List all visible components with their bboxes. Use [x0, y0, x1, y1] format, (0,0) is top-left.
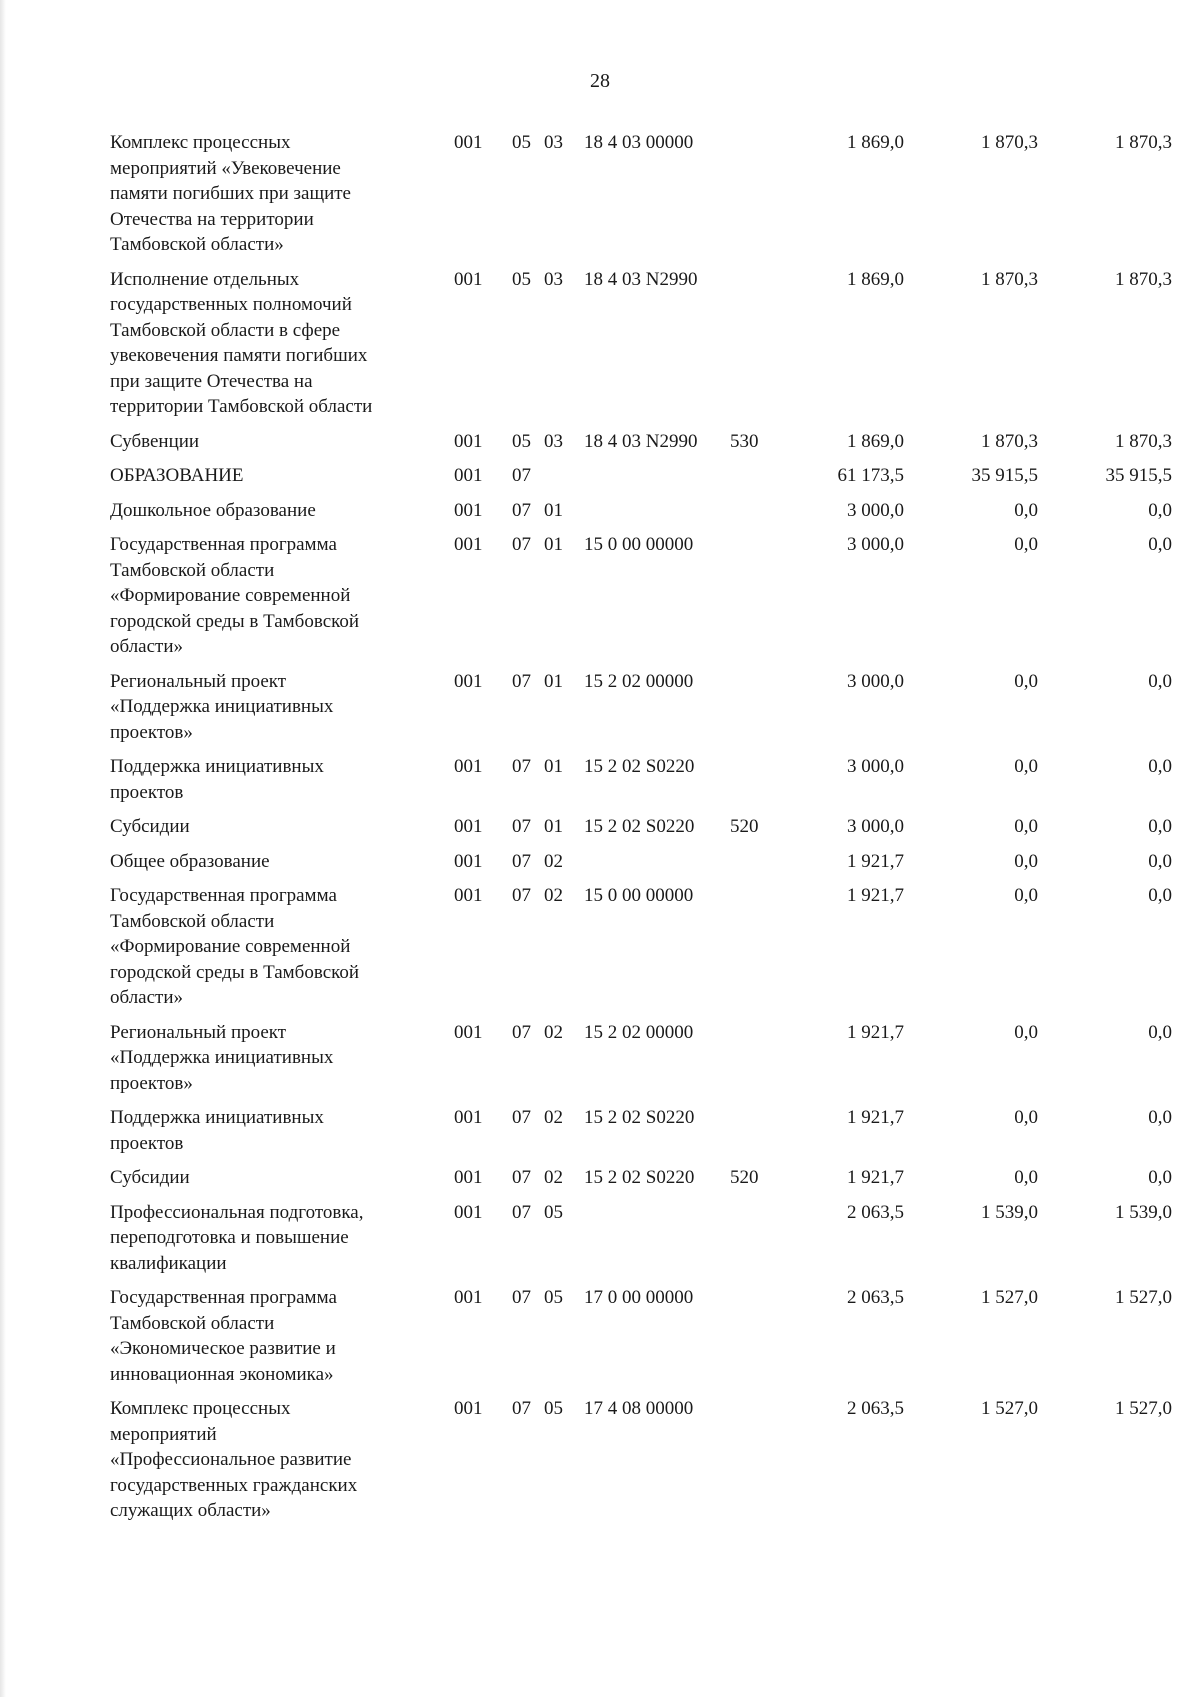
- budget-table: [110, 130, 1170, 1533]
- row-amount-year1: 1 869,0: [847, 268, 904, 290]
- table-row: [110, 1396, 1170, 1524]
- row-amount-year1: 1 921,7: [847, 885, 904, 906]
- table-row: [110, 883, 1170, 1011]
- row-name: Поддержка инициативных проектов: [110, 1107, 324, 1154]
- row-code-section: 07: [512, 816, 531, 837]
- row-amount-year3: 0,0: [1148, 816, 1172, 837]
- row-amount-year1: 1 921,7: [847, 1107, 904, 1128]
- row-code-grbs: 001: [454, 1107, 483, 1128]
- row-name: Государственная программа Тамбовской области «Формирование современной городской среды в Тамбовской области»: [110, 534, 360, 657]
- row-code-target-article: 17 4 08 00000: [584, 1398, 694, 1419]
- row-amount-year2: 0,0: [1014, 885, 1038, 906]
- row-name: Исполнение отдельных государственных полномочий Тамбовской области в сфере увековечения памяти погибших при защите Отечества на территории Тамбовской области: [110, 268, 373, 417]
- row-amount-year1: 1 869,0: [847, 132, 904, 153]
- row-amount-year3: 0,0: [1148, 534, 1172, 555]
- row-code-target-article: 15 2 02 S0220: [584, 1167, 695, 1188]
- row-code-target-article: 15 0 00 00000: [584, 534, 694, 555]
- row-code-target-article: 18 4 03 00000: [584, 132, 694, 153]
- row-amount-year1: 3 000,0: [847, 534, 904, 555]
- row-name: Государственная программа Тамбовской области «Экономическое развитие и инновационная экономика»: [110, 1287, 337, 1385]
- row-code-section: 07: [512, 756, 531, 777]
- row-amount-year2: 0,0: [1014, 1107, 1038, 1128]
- row-code-section: 07: [512, 1167, 531, 1188]
- row-name: Поддержка инициативных проектов: [110, 756, 324, 803]
- table-row: [110, 1020, 1170, 1097]
- row-amount-year1: 1 869,0: [847, 430, 904, 452]
- row-amount-year3: 1 870,3: [1115, 132, 1172, 153]
- row-amount-year2: 1 527,0: [981, 1398, 1038, 1419]
- row-code-subsection: 03: [544, 268, 563, 290]
- row-amount-year3: 0,0: [1148, 499, 1172, 521]
- row-code-grbs: 001: [454, 1201, 483, 1223]
- row-code-target-article: 18 4 03 N2990: [584, 268, 698, 290]
- row-amount-year1: 1 921,7: [847, 850, 904, 872]
- row-code-expense-type: 530: [730, 430, 759, 452]
- row-code-subsection: 02: [544, 885, 563, 906]
- row-amount-year3: 1 870,3: [1115, 430, 1172, 452]
- row-name: Субсидии: [110, 1167, 190, 1188]
- table-row: [110, 532, 1170, 660]
- row-code-section: 07: [512, 1398, 531, 1419]
- row-amount-year1: 1 921,7: [847, 1021, 904, 1043]
- row-amount-year3: 0,0: [1148, 885, 1172, 906]
- row-amount-year1: 3 000,0: [847, 756, 904, 777]
- row-code-grbs: 001: [454, 132, 483, 153]
- row-name: Общее образование: [110, 850, 270, 872]
- row-code-subsection: 02: [544, 1107, 563, 1128]
- row-amount-year2: 0,0: [1014, 499, 1038, 521]
- page-number: 28: [590, 70, 610, 92]
- row-code-subsection: 02: [544, 1167, 563, 1188]
- row-code-target-article: 15 2 02 S0220: [584, 756, 695, 777]
- row-name: Государственная программа Тамбовской области «Формирование современной городской среды в Тамбовской области»: [110, 885, 360, 1008]
- row-code-subsection: 01: [544, 534, 563, 555]
- row-code-subsection: 05: [544, 1201, 563, 1223]
- row-name: Региональный проект «Поддержка инициативных проектов»: [110, 1021, 334, 1094]
- row-code-target-article: 18 4 03 N2990: [584, 430, 698, 452]
- row-amount-year1: 61 173,5: [837, 465, 904, 486]
- row-amount-year1: 3 000,0: [847, 499, 904, 521]
- row-code-grbs: 001: [454, 430, 483, 452]
- row-code-target-article: 15 2 02 00000: [584, 670, 694, 692]
- row-amount-year3: 0,0: [1148, 850, 1172, 872]
- row-amount-year2: 0,0: [1014, 670, 1038, 692]
- row-amount-year1: 2 063,5: [847, 1201, 904, 1223]
- row-amount-year2: 0,0: [1014, 534, 1038, 555]
- row-amount-year2: 0,0: [1014, 816, 1038, 837]
- row-code-grbs: 001: [454, 534, 483, 555]
- row-amount-year3: 1 527,0: [1115, 1398, 1172, 1419]
- table-row: [110, 814, 1170, 840]
- row-amount-year2: 0,0: [1014, 850, 1038, 872]
- row-amount-year2: 1 870,3: [981, 132, 1038, 153]
- row-name: Региональный проект «Поддержка инициативных проектов»: [110, 670, 334, 743]
- row-amount-year2: 1 870,3: [981, 268, 1038, 290]
- row-amount-year1: 3 000,0: [847, 816, 904, 837]
- row-code-target-article: 15 0 00 00000: [584, 885, 694, 906]
- table-row: [110, 130, 1170, 258]
- row-code-subsection: 03: [544, 430, 563, 452]
- row-code-subsection: 03: [544, 132, 563, 153]
- row-code-section: 07: [512, 850, 531, 872]
- row-amount-year3: 1 527,0: [1115, 1287, 1172, 1308]
- table-row: [110, 463, 1170, 489]
- row-code-section: 05: [512, 268, 531, 290]
- row-code-section: 07: [512, 499, 531, 521]
- row-name: Субвенции: [110, 430, 200, 452]
- row-code-subsection: 05: [544, 1287, 563, 1308]
- table-row: [110, 498, 1170, 524]
- row-amount-year1: 2 063,5: [847, 1398, 904, 1419]
- row-amount-year3: 0,0: [1148, 1167, 1172, 1188]
- row-amount-year2: 1 527,0: [981, 1287, 1038, 1308]
- row-amount-year1: 3 000,0: [847, 670, 904, 692]
- row-name: Комплекс процессных мероприятий «Увековечение памяти погибших при защите Отечества на территории Тамбовской области»: [110, 132, 351, 255]
- row-name: Субсидии: [110, 816, 190, 837]
- table-row: [110, 669, 1170, 746]
- row-code-subsection: 02: [544, 850, 563, 872]
- row-code-target-article: 15 2 02 S0220: [584, 816, 695, 837]
- row-amount-year1: 1 921,7: [847, 1167, 904, 1188]
- row-code-grbs: 001: [454, 670, 483, 692]
- row-code-grbs: 001: [454, 1167, 483, 1188]
- row-name: Дошкольное образование: [110, 499, 316, 521]
- table-row: [110, 754, 1170, 805]
- row-code-grbs: 001: [454, 499, 483, 521]
- row-name: Комплекс процессных мероприятий «Профессиональное развитие государственных гражданских служащих области»: [110, 1398, 358, 1521]
- row-code-subsection: 01: [544, 756, 563, 777]
- row-code-expense-type: 520: [730, 816, 759, 837]
- row-code-grbs: 001: [454, 1398, 483, 1419]
- row-code-grbs: 001: [454, 465, 483, 486]
- scan-edge: [0, 0, 6, 1697]
- row-amount-year2: 35 915,5: [971, 465, 1038, 486]
- row-amount-year2: 0,0: [1014, 756, 1038, 777]
- row-amount-year3: 0,0: [1148, 1021, 1172, 1043]
- row-amount-year3: 0,0: [1148, 670, 1172, 692]
- row-code-section: 07: [512, 1287, 531, 1308]
- row-code-section: 07: [512, 885, 531, 906]
- row-amount-year3: 0,0: [1148, 1107, 1172, 1128]
- row-code-section: 07: [512, 534, 531, 555]
- row-code-subsection: 02: [544, 1021, 563, 1043]
- row-code-subsection: 01: [544, 816, 563, 837]
- row-amount-year3: 0,0: [1148, 756, 1172, 777]
- row-code-grbs: 001: [454, 1021, 483, 1043]
- row-code-subsection: 01: [544, 499, 563, 521]
- row-amount-year2: 1 539,0: [981, 1201, 1038, 1223]
- table-row: [110, 1285, 1170, 1387]
- row-code-grbs: 001: [454, 268, 483, 290]
- table-row: [110, 1105, 1170, 1156]
- row-code-section: 05: [512, 430, 531, 452]
- row-code-grbs: 001: [454, 850, 483, 872]
- row-code-section: 07: [512, 1107, 531, 1128]
- row-amount-year3: 35 915,5: [1105, 465, 1172, 486]
- row-code-subsection: 01: [544, 670, 563, 692]
- row-code-grbs: 001: [454, 885, 483, 906]
- row-code-section: 07: [512, 1201, 531, 1223]
- row-code-grbs: 001: [454, 816, 483, 837]
- row-amount-year2: 0,0: [1014, 1167, 1038, 1188]
- row-code-grbs: 001: [454, 756, 483, 777]
- table-row: [110, 849, 1170, 875]
- row-code-target-article: 15 2 02 00000: [584, 1021, 694, 1043]
- table-row: [110, 1200, 1170, 1277]
- row-code-target-article: 15 2 02 S0220: [584, 1107, 695, 1128]
- row-amount-year2: 0,0: [1014, 1021, 1038, 1043]
- row-code-section: 05: [512, 132, 531, 153]
- table-row: [110, 1165, 1170, 1191]
- row-name: Профессиональная подготовка, переподготовка и повышение квалификации: [110, 1201, 364, 1274]
- row-code-section: 07: [512, 670, 531, 692]
- row-code-section: 07: [512, 1021, 531, 1043]
- table-row: [110, 267, 1170, 420]
- table-row: [110, 429, 1170, 455]
- row-code-subsection: 05: [544, 1398, 563, 1419]
- row-amount-year3: 1 870,3: [1115, 268, 1172, 290]
- row-amount-year2: 1 870,3: [981, 430, 1038, 452]
- row-name: ОБРАЗОВАНИЕ: [110, 465, 244, 486]
- row-code-grbs: 001: [454, 1287, 483, 1308]
- row-code-section: 07: [512, 465, 531, 486]
- row-code-target-article: 17 0 00 00000: [584, 1287, 694, 1308]
- row-amount-year1: 2 063,5: [847, 1287, 904, 1308]
- row-code-expense-type: 520: [730, 1167, 759, 1188]
- row-amount-year3: 1 539,0: [1115, 1201, 1172, 1223]
